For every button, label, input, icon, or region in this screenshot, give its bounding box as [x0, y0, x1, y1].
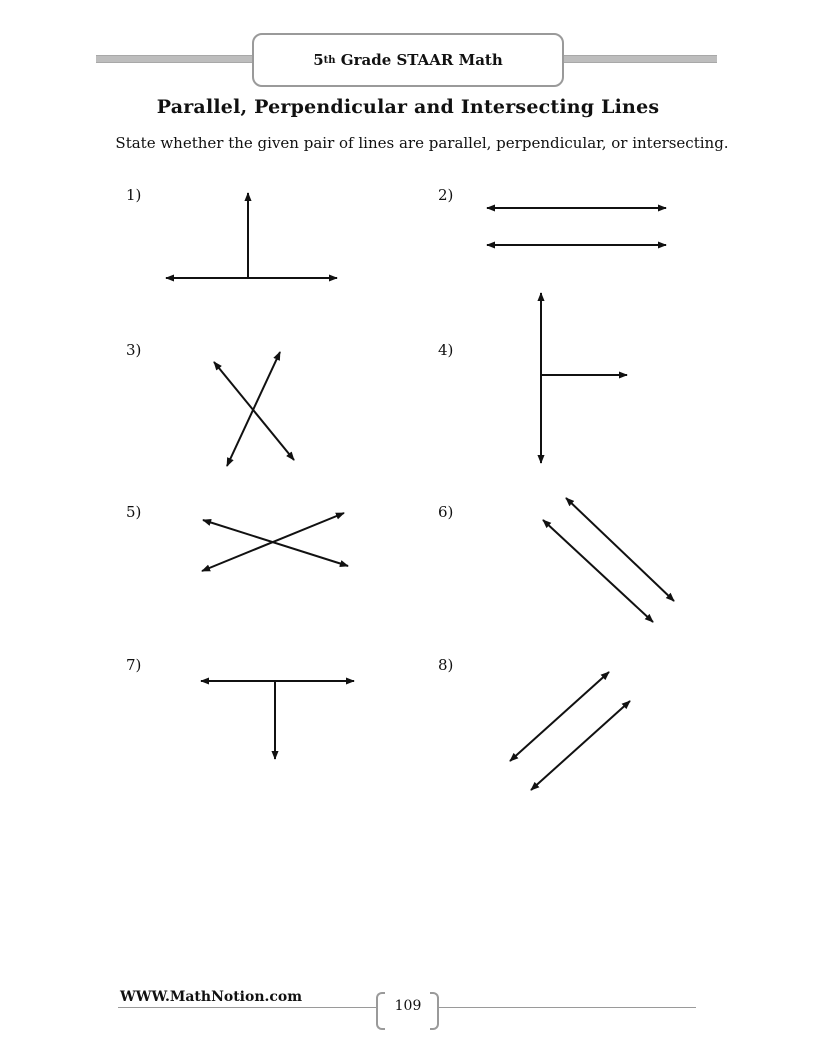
- figure-3-line-a: [214, 362, 294, 460]
- header-title-text: Grade STAAR Math: [335, 51, 503, 69]
- figure-4: [541, 293, 627, 463]
- instructions: State whether the given pair of lines are parallel, perpendicular, or intersecting.: [115, 134, 729, 152]
- figure-5: [202, 513, 348, 571]
- question-8-label: 8): [438, 656, 454, 674]
- figure-6-line-a: [566, 498, 674, 601]
- figure-7: [201, 681, 354, 759]
- footer-rule-left: [118, 1007, 378, 1008]
- figure-8-line-b: [531, 701, 630, 790]
- question-4-label: 4): [438, 341, 454, 359]
- figure-5-line-a: [203, 520, 348, 566]
- figure-3: [214, 352, 294, 466]
- header-grade-number: 5: [313, 51, 324, 69]
- figure-2: [487, 208, 666, 245]
- question-1-label: 1): [126, 186, 142, 204]
- question-3-label: 3): [126, 341, 142, 359]
- question-2-label: 2): [438, 186, 454, 204]
- figure-5-line-b: [202, 513, 344, 571]
- question-7-label: 7): [126, 656, 142, 674]
- page-title: Parallel, Perpendicular and Intersecting Lines: [156, 96, 660, 118]
- question-5-label: 5): [126, 503, 142, 521]
- page-number: 109: [394, 998, 422, 1014]
- question-6-label: 6): [438, 503, 454, 521]
- figure-8-line-a: [510, 672, 609, 761]
- footer-rule-right: [438, 1007, 696, 1008]
- header-grade-suffix: th: [323, 54, 336, 66]
- footer-website: WWW.MathNotion.com: [120, 989, 303, 1005]
- figure-6-line-b: [543, 520, 653, 622]
- figure-1: [166, 193, 337, 278]
- figure-8: [510, 672, 630, 790]
- figure-3-line-b: [227, 352, 280, 466]
- figure-6: [543, 498, 674, 622]
